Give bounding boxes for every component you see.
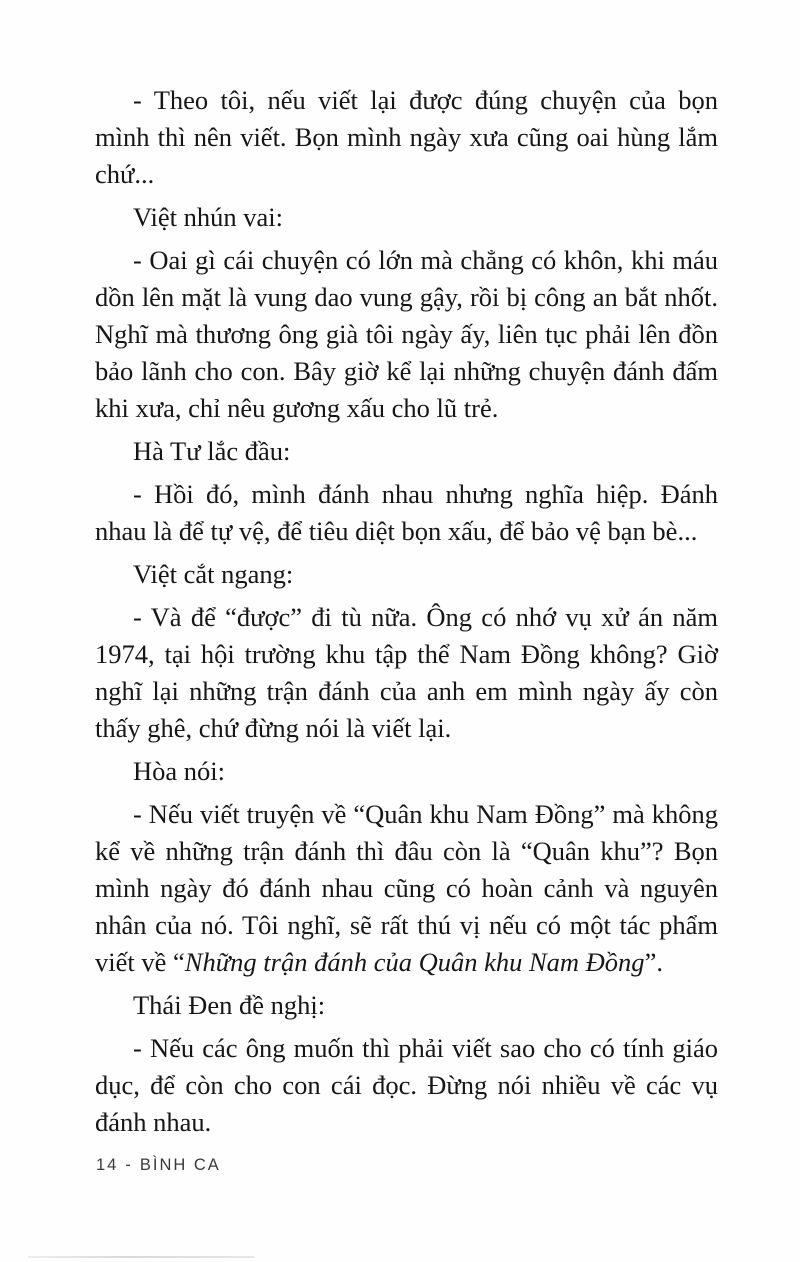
paragraph-text: Hòa nói: [133, 756, 225, 786]
paragraph [95, 599, 718, 747]
paragraph-text: - Và để “được” đi tù nữa. Ông có nhớ vụ xử án năm 1974, tại hội trường khu tập thể Nam Đồng không? Giờ nghĩ lại những trận đánh của anh em mình ngày ấy còn thấy ghê, chứ đừng nói là viết lại. [95, 602, 718, 743]
paragraph [95, 433, 718, 470]
paragraph-text: - Nếu các ông muốn thì phải viết sao cho có tính giáo dục, để còn cho con cái đọc. Đừng nói nhiều về các vụ đánh nhau. [95, 1033, 718, 1137]
paragraph-text: - Oai gì cái chuyện có lớn mà chẳng có khôn, khi máu dồn lên mặt là vung dao vung gậy, rồi bị công an bắt nhốt. Nghĩ mà thương ông già tôi ngày ấy, liên tục phải lên đồn bảo lãnh cho con. Bây giờ kể lại những chuyện đánh đấm khi xưa, chỉ nêu gương xấu cho lũ trẻ. [95, 245, 718, 423]
paragraph [95, 987, 718, 1024]
paragraph [95, 82, 718, 193]
paragraph [95, 556, 718, 593]
paragraph-text: - Nếu viết truyện về “Quân khu Nam Đồng” mà không kể về những trận đánh thì đâu còn là “Quân khu”? Bọn mình ngày đó đánh nhau cũng có hoàn cảnh và nguyên nhân của nó. Tôi nghĩ, sẽ rất thú vị nếu có một tác phẩm viết về “ [95, 799, 718, 977]
page-text [95, 82, 718, 1141]
paragraph [95, 242, 718, 427]
paragraph [95, 1030, 718, 1141]
paragraph-text: Thái Đen đề nghị: [133, 990, 326, 1020]
page-footer [96, 1156, 221, 1175]
footer-separator: - [125, 1156, 133, 1174]
paragraph-text: Việt cắt ngang: [133, 559, 294, 589]
paragraph-text: - Hồi đó, mình đánh nhau nhưng nghĩa hiệp. Đánh nhau là để tự vệ, để tiêu diệt bọn xấu, để bảo vệ bạn bè... [95, 479, 718, 546]
paragraph [95, 753, 718, 790]
page-number: 14 [96, 1156, 119, 1174]
paragraph [95, 199, 718, 236]
italic-story-title: Những trận đánh của Quân khu Nam Đồng [184, 947, 645, 977]
book-title: BÌNH CA [139, 1156, 221, 1174]
paragraph-text: - Theo tôi, nếu viết lại được đúng chuyện của bọn mình thì nên viết. Bọn mình ngày xưa cũng oai hùng lắm chứ... [95, 85, 718, 189]
paragraph-text: ”. [644, 947, 663, 977]
paragraph-text: Hà Tư lắc đầu: [133, 436, 291, 466]
page-edge-shadow [28, 1256, 254, 1258]
paragraph-text: Việt nhún vai: [133, 202, 284, 232]
paragraph [95, 796, 718, 981]
paragraph [95, 476, 718, 550]
